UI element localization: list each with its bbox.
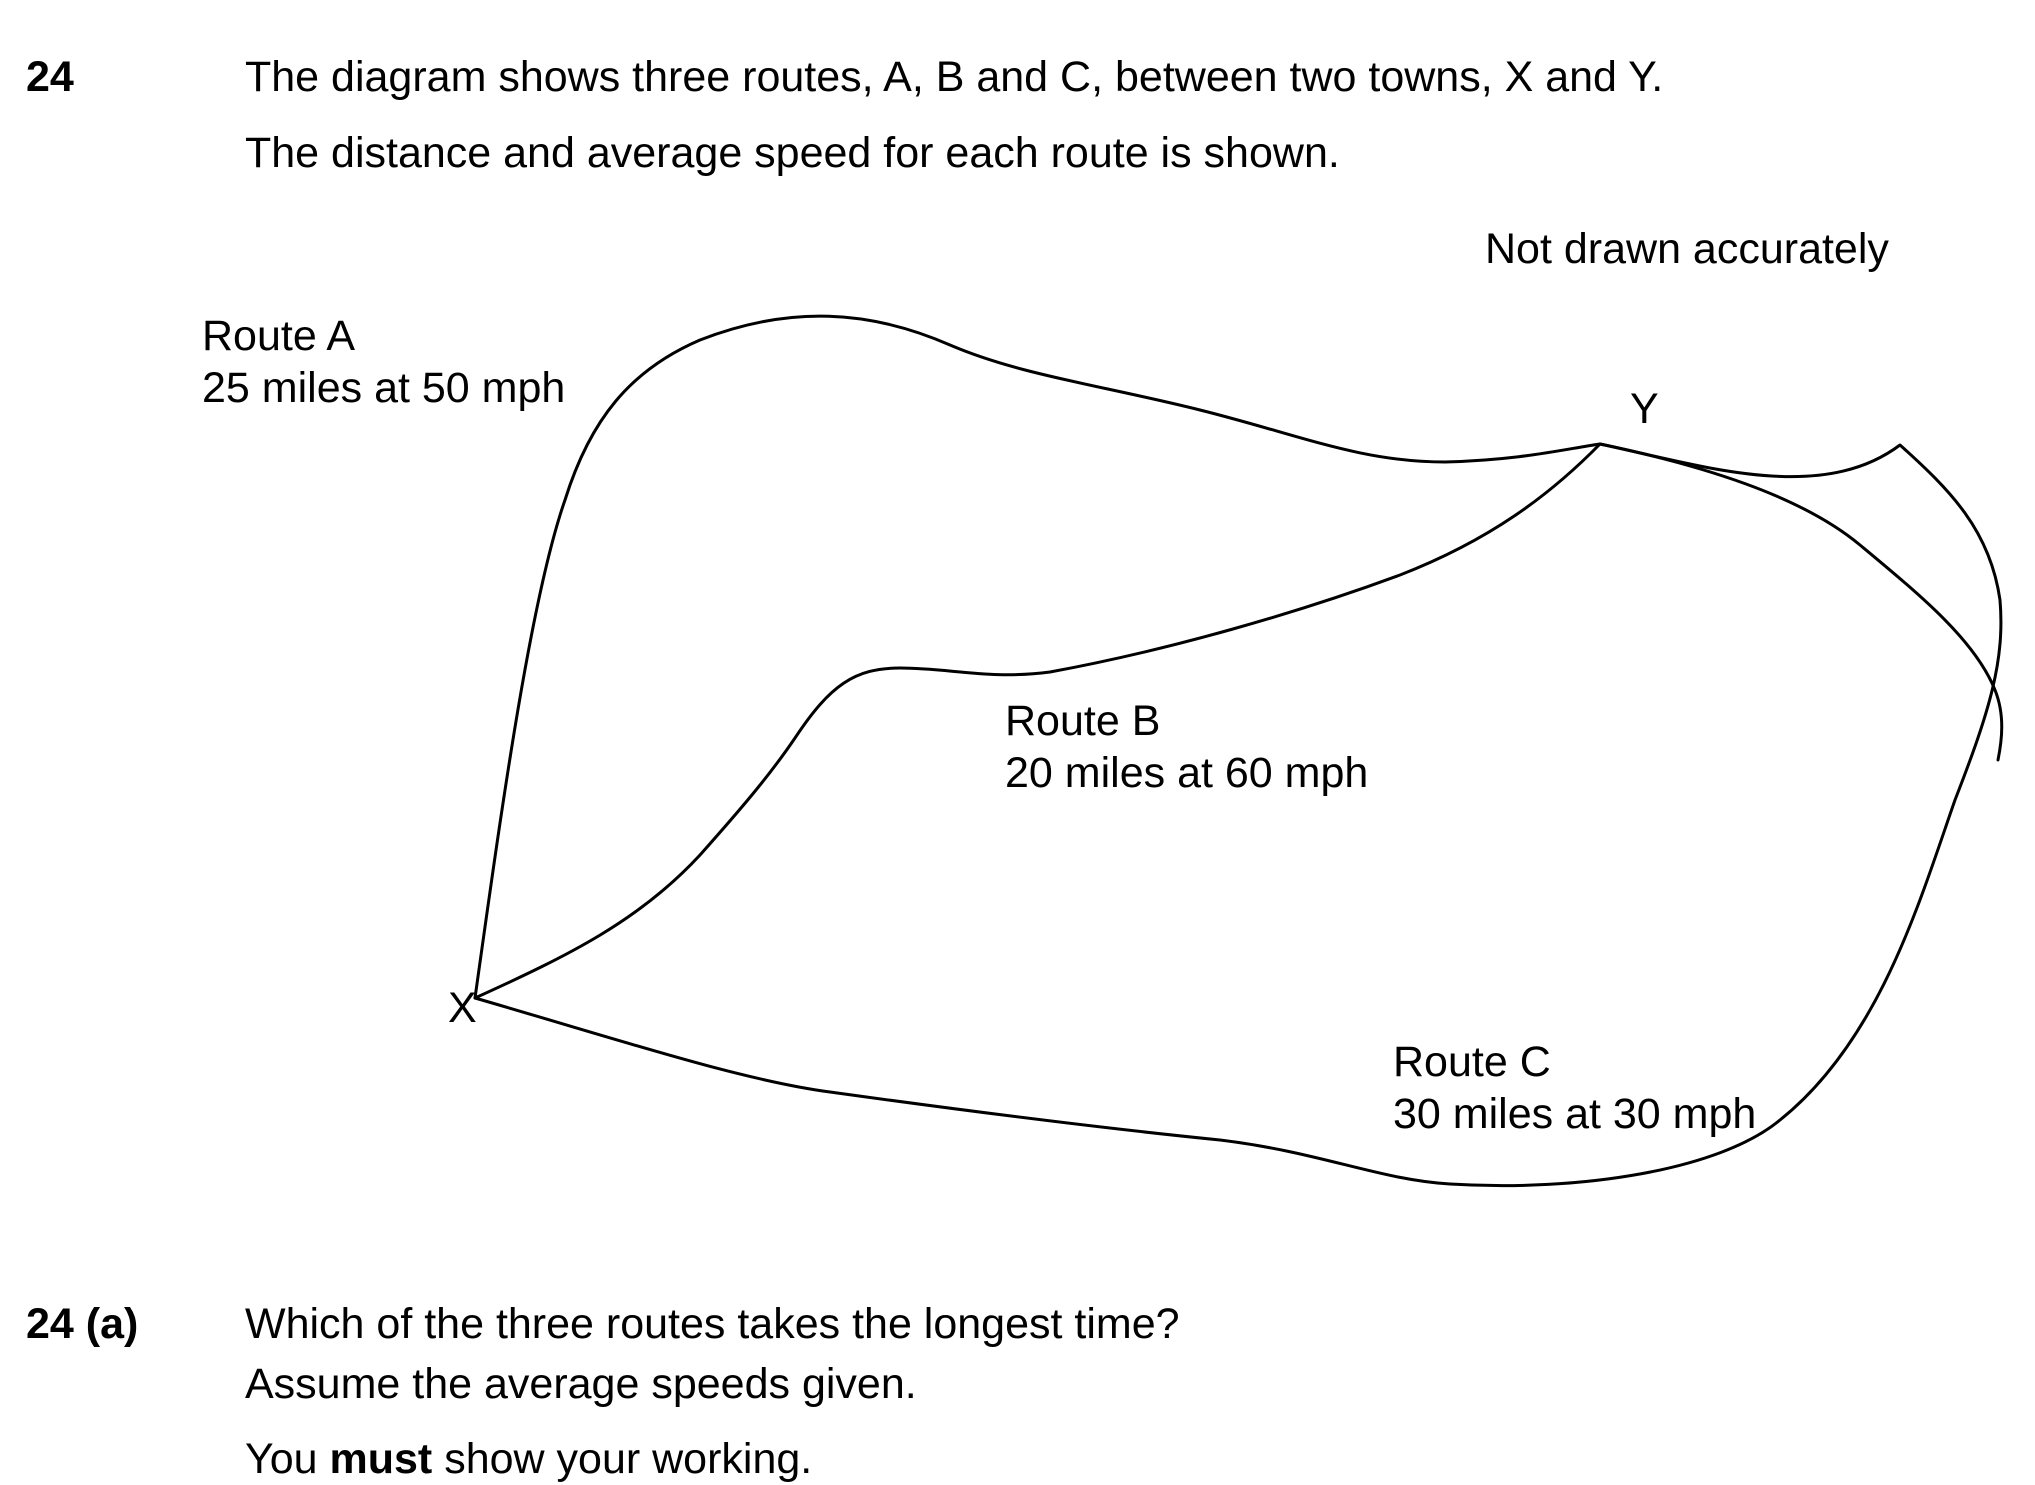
question-text-line-1: The diagram shows three routes, A, B and C, between two towns, X and Y. (245, 53, 1664, 101)
town-y-label: Y (1630, 385, 1659, 433)
part-a-instruction (245, 1435, 813, 1483)
route-c-path (475, 444, 2001, 1186)
instruction-emphasis: must (329, 1435, 433, 1483)
part-a-question-line-1: Which of the three routes takes the longest time? (245, 1300, 1180, 1348)
route-c-detail: 30 miles at 30 mph (1393, 1090, 1757, 1138)
route-b-detail: 20 miles at 60 mph (1005, 749, 1369, 797)
route-c-name: Route C (1393, 1038, 1551, 1086)
instruction-suffix: show your working. (432, 1435, 813, 1483)
route-a-path (475, 316, 1600, 998)
route-b-name: Route B (1005, 697, 1161, 745)
part-a-question-line-2: Assume the average speeds given. (245, 1360, 917, 1408)
route-c-upper-path (1600, 444, 2002, 760)
town-x-label: X (448, 984, 477, 1032)
route-a-detail: 25 miles at 50 mph (202, 364, 566, 412)
instruction-prefix: You (245, 1435, 330, 1483)
not-drawn-accurately-note: Not drawn accurately (1485, 225, 1889, 273)
question-number: 24 (26, 53, 74, 101)
route-a-name: Route A (202, 312, 355, 360)
question-text-line-2: The distance and average speed for each route is shown. (245, 129, 1340, 177)
part-a-number: 24 (a) (26, 1300, 139, 1348)
